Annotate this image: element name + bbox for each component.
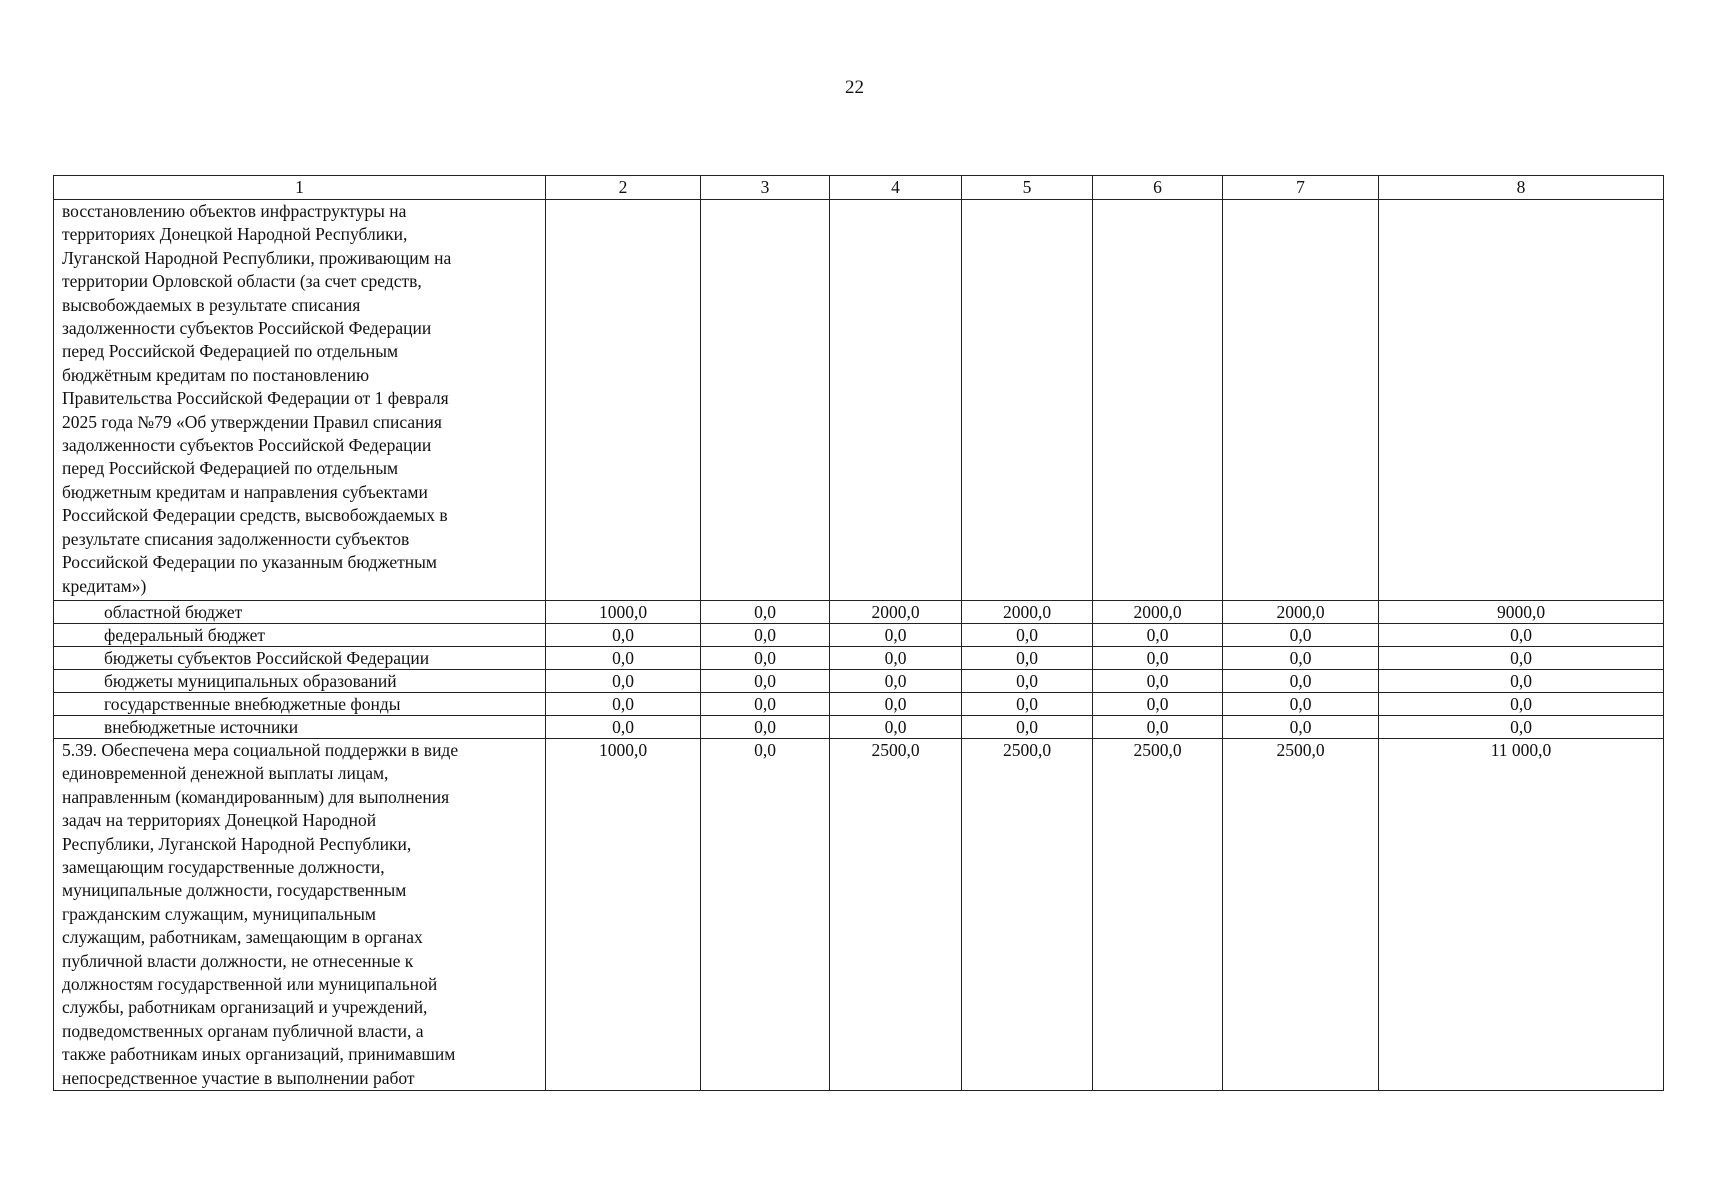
desc-line: 2025 года №79 «Об утверждении Правил списания — [62, 411, 442, 432]
value-cell-total: 0,0 — [1379, 670, 1664, 693]
empty-cell — [1093, 200, 1223, 601]
budget-source-label: бюджеты субъектов Российской Федерации — [54, 647, 546, 670]
value-cell-total: 0,0 — [1379, 693, 1664, 716]
empty-cell — [546, 200, 701, 601]
desc-line: единовременной денежной выплаты лицам, — [62, 763, 389, 784]
value-cell: 0,0 — [701, 601, 830, 624]
value-cell-total: 0,0 — [1379, 647, 1664, 670]
value-cell: 0,0 — [830, 716, 962, 739]
desc-line: 5.39. Обеспечена мера социальной поддержки в виде — [62, 740, 459, 760]
measure-description-row — [54, 200, 1664, 601]
value-cell: 0,0 — [701, 647, 830, 670]
empty-cell — [1223, 200, 1379, 601]
value-cell: 0,0 — [701, 739, 830, 1091]
desc-line: гражданским служащим, муниципальным — [62, 903, 376, 924]
value-cell-total: 0,0 — [1379, 624, 1664, 647]
desc-line: задолженности субъектов Российской Федерации — [62, 435, 432, 456]
value-cell: 0,0 — [962, 647, 1093, 670]
budget-source-label: федеральный бюджет — [54, 624, 546, 647]
budget-source-label: внебюджетные источники — [54, 716, 546, 739]
value-cell: 2000,0 — [1223, 601, 1379, 624]
value-cell: 0,0 — [962, 693, 1093, 716]
value-cell: 0,0 — [701, 716, 830, 739]
desc-line: перед Российской Федерацией по отдельным — [62, 458, 399, 479]
value-cell: 0,0 — [546, 670, 701, 693]
value-cell: 0,0 — [830, 624, 962, 647]
desc-line: Российской Федерации по указанным бюджетным — [62, 552, 437, 573]
value-cell: 2500,0 — [1093, 739, 1223, 1091]
desc-line: кредитам») — [62, 575, 147, 596]
desc-line: территориях Донецкой Народной Республики, — [62, 224, 408, 245]
budget-row-subjects — [54, 647, 1664, 670]
empty-cell — [830, 200, 962, 601]
value-cell: 1000,0 — [546, 601, 701, 624]
value-cell: 0,0 — [962, 670, 1093, 693]
budget-row-extrabudgetary — [54, 716, 1664, 739]
desc-line: территории Орловской области (за счет средств, — [62, 271, 422, 292]
desc-line: Республики, Луганской Народной Республики, — [62, 833, 412, 854]
column-header-3: 3 — [701, 176, 830, 200]
value-cell: 2000,0 — [962, 601, 1093, 624]
value-cell: 0,0 — [546, 624, 701, 647]
value-cell-total: 9000,0 — [1379, 601, 1664, 624]
desc-line: задач на территориях Донецкой Народной — [62, 810, 377, 831]
value-cell: 0,0 — [962, 624, 1093, 647]
desc-line: Правительства Российской Федерации от 1 февраля — [62, 388, 449, 409]
value-cell: 0,0 — [546, 647, 701, 670]
desc-line: подведомственных органам публичной власти, а — [62, 1020, 424, 1041]
desc-line: высвобождаемых в результате списания — [62, 294, 361, 315]
measure-5-39-row — [54, 739, 1664, 1091]
desc-line: Российской Федерации средств, высвобождаемых в — [62, 505, 448, 526]
desc-line: восстановлению объектов инфраструктуры на — [62, 201, 407, 221]
budget-row-regional — [54, 601, 1664, 624]
value-cell-total: 0,0 — [1379, 716, 1664, 739]
value-cell: 0,0 — [1223, 647, 1379, 670]
value-cell: 0,0 — [1223, 670, 1379, 693]
value-cell: 2500,0 — [1223, 739, 1379, 1091]
desc-line: служащим, работникам, замещающим в органах — [62, 927, 423, 948]
desc-line: бюджетным кредитам и направления субъектами — [62, 481, 428, 502]
desc-line: службы, работникам организаций и учреждений, — [62, 997, 428, 1018]
value-cell: 0,0 — [1093, 693, 1223, 716]
desc-line: Луганской Народной Республики, проживающим на — [62, 247, 452, 268]
empty-cell — [962, 200, 1093, 601]
value-cell: 0,0 — [701, 624, 830, 647]
desc-line: задолженности субъектов Российской Федерации — [62, 318, 432, 339]
value-cell: 0,0 — [1093, 647, 1223, 670]
budget-row-state-funds — [54, 693, 1664, 716]
desc-line: направленным (командированным) для выполнения — [62, 786, 450, 807]
value-cell: 1000,0 — [546, 739, 701, 1091]
desc-line: должностям государственной или муниципальной — [62, 974, 438, 995]
value-cell: 0,0 — [962, 716, 1093, 739]
value-cell: 2000,0 — [1093, 601, 1223, 624]
column-header-4: 4 — [830, 176, 962, 200]
value-cell: 0,0 — [546, 693, 701, 716]
desc-line: непосредственное участие в выполнении работ — [62, 1067, 415, 1088]
empty-cell — [701, 200, 830, 601]
desc-line: результате списания задолженности субъектов — [62, 528, 410, 549]
desc-line: также работникам иных организаций, принимавшим — [62, 1044, 456, 1065]
value-cell: 0,0 — [701, 693, 830, 716]
value-cell: 0,0 — [546, 716, 701, 739]
value-cell: 0,0 — [1223, 693, 1379, 716]
budget-source-label: областной бюджет — [54, 601, 546, 624]
value-cell: 0,0 — [1223, 624, 1379, 647]
column-number-header — [54, 176, 1664, 200]
desc-line: публичной власти должности, не отнесенные к — [62, 950, 414, 971]
desc-line: муниципальные должности, государственным — [62, 880, 407, 901]
value-cell: 2500,0 — [830, 739, 962, 1091]
value-cell: 0,0 — [830, 670, 962, 693]
budget-row-federal — [54, 624, 1664, 647]
column-header-7: 7 — [1223, 176, 1379, 200]
value-cell: 0,0 — [1093, 670, 1223, 693]
column-header-2: 2 — [546, 176, 701, 200]
value-cell: 2500,0 — [962, 739, 1093, 1091]
column-header-6: 6 — [1093, 176, 1223, 200]
value-cell-total: 11 000,0 — [1379, 739, 1664, 1091]
desc-line: перед Российской Федерацией по отдельным — [62, 341, 399, 362]
value-cell: 0,0 — [1093, 624, 1223, 647]
column-header-8: 8 — [1379, 176, 1664, 200]
value-cell: 0,0 — [1223, 716, 1379, 739]
column-header-5: 5 — [962, 176, 1093, 200]
page-number: 22 — [845, 77, 864, 98]
measure-5-39-description — [54, 739, 546, 1091]
budget-source-label: бюджеты муниципальных образований — [54, 670, 546, 693]
value-cell: 0,0 — [830, 647, 962, 670]
measure-description-cell — [54, 200, 546, 601]
value-cell: 0,0 — [830, 693, 962, 716]
value-cell: 0,0 — [701, 670, 830, 693]
desc-line: бюджётным кредитам по постановлению — [62, 364, 370, 385]
desc-line: замещающим государственные должности, — [62, 857, 385, 878]
budget-table — [53, 175, 1664, 1091]
budget-row-municipal — [54, 670, 1664, 693]
budget-source-label: государственные внебюджетные фонды — [54, 693, 546, 716]
column-header-1: 1 — [54, 176, 546, 200]
empty-cell — [1379, 200, 1664, 601]
value-cell: 2000,0 — [830, 601, 962, 624]
value-cell: 0,0 — [1093, 716, 1223, 739]
